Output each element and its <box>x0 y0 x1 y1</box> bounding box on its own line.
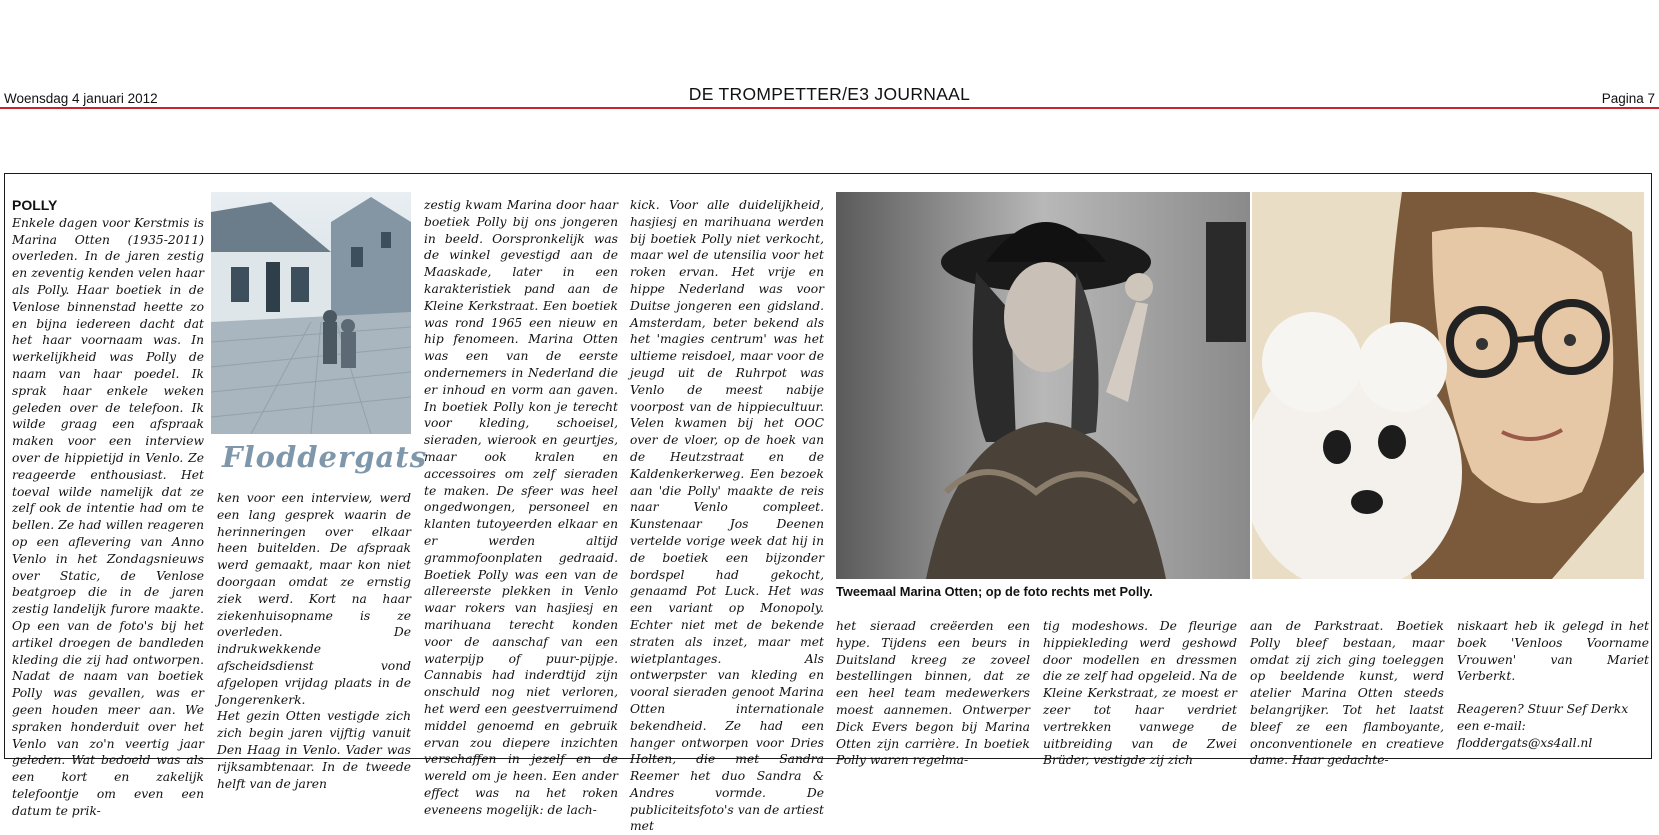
article-column-7 <box>1250 618 1444 769</box>
photo-marina-hat <box>836 192 1250 579</box>
article-headline: POLLY <box>12 197 58 213</box>
column-8-contact: Reageren? Stuur Sef Derkx een e-mail: floddergats@xs4all.nl <box>1457 702 1629 750</box>
article-column-2 <box>217 490 411 792</box>
photo-caption: Tweemaal Marina Otten; op de foto rechts met Polly. <box>836 584 1153 599</box>
column-2-text: ken voor een interview, werd een lang gesprek waarin de herinneringen over elkaar heen buitelden. De afspraak werd gemaakt, maar kon niet doorgaan omdat ze ernstig ziek werd. Kort na haar ziekenhuisopname is ze overleden. De indrukwekkende afscheidsdienst vond afgelopen vrijdag plaats in de Jongerenkerk. <box>217 491 411 707</box>
page-number: Pagina 7 <box>1601 91 1655 106</box>
header-date: Woensdag 4 januari 2012 <box>4 91 158 106</box>
column-1-text: Enkele dagen voor Kerstmis is Marina Otten (1935-2011) overleden. In de jaren zestig en zeventig kenden velen haar als Polly. Haar boetiek in de Venlose binnenstad heette zo en bijna iedereen dacht dat het haar voornaam was. In werkelijkheid was Polly de naam van haar poedel. Ik sprak haar enkele weken geleden over de telefoon. Ik wilde graag een afspraak maken voor een interview over de hippietijd in Venlo. Ze reageerde enthousiast. Het toeval wilde namelijk dat ze zelf ook de intentie had om te bellen. Ze had willen reageren op een aflevering van Anno Venlo in het Zondagsnieuws over Static, de Venlose beatgroep die in de jaren zestig landelijk furore maakte. Op een van de foto's bij het artikel droegen de bandleden kleding die zij had ontworpen. Nadat de naam van boetiek Polly was gevallen, was er geen houden meer aan. We spraken honderduit over het Venlo van zo'n veertig jaar geleden. Wat bedoeld was als een kort en zakelijk telefoontje om even een datum te prik- <box>12 215 204 818</box>
column-8-text: niskaart heb ik gelegd in het boek 'Venloos Voorname Vrouwen' van Mariet Verberkt. <box>1457 619 1649 684</box>
column-2-text-b: Het gezin Otten vestigde zich zich begin jaren vijftig vanuit Den Haag in Venlo. Vader was rijksambtenaar. In de tweede helft van de jaren <box>217 709 411 791</box>
article-column-4 <box>630 197 824 835</box>
street-photo <box>211 192 411 434</box>
column-7-text: aan de Parkstraat. Boetiek Polly bleef bestaan, maar omdat zij zich ging toeleggen op beeldende kunst, werd atelier Marina Otten steeds belangrijker. Tot het laatst bleef ze een flamboyante, onconventionele en creatieve dame. Haar gedachte- <box>1250 619 1444 768</box>
article-column-5 <box>836 618 1030 769</box>
article-column-8 <box>1457 618 1649 752</box>
column-3-text: zestig kwam Marina door haar boetiek Polly bij ons jongeren in beeld. Oorspronkelijk was de winkel gevestigd aan de Maaskade, later in een karakteristiek pand aan de Kleine Kerkstraat. Een boetiek was rond 1965 een nieuw en hip fenomeen. Marina Otten was een van de eerste ondernemers in Nederland die er inhoud en vorm aan gaven. In boetiek Polly kon je terecht voor kleding, schoeisel, sieraden, wierook en geurtjes, maar ook kralen en accessoires om zelf sieraden te maken. De sfeer was heel ongedwongen, personeel en klanten tutoyeerden elkaar en er werden altijd grammofoonplaten gedraaid. Boetiek Polly was een van de allereerste plekken in Venlo waar rokers van hasjiesj en marihuana terecht konden voor de aanschaf van een waterpijp of puur-pijpje. Cannabis had inderdtijd zijn onschuld nog niet verloren, het werd een geestverruimend middel genoemd en gebruik ervan zou diepere inzichten verschaffen in jezelf en de wereld om je heen. Een ander effect was na het roken eveneens mogelijk: de lach- <box>424 198 618 817</box>
photo-marina-poodle <box>1252 192 1644 579</box>
newspaper-title: DE TROMPETTER/E3 JOURNAAL <box>688 84 971 104</box>
column-4-text: kick. Voor alle duidelijkheid, hasjiesj en marihuana werden bij boetiek Polly niet verkocht, maar wel de utensilia voor het roken ervan. Het vrije en hippe Nederland was voor Duitse jongeren een gidsland. Amsterdam, beter bekend als het 'magies centrum' was het ultieme reisdoel, maar voor de jeugd uit de Ruhrpot was Venlo de meest nabije voorpost van de hippiecultuur. Velen kwamen bij het OOC over de vloer, op de hoek van de Heutzstraat en de Kaldenkerkerweg. Een bezoek aan 'die Polly' maakte de reis naar Venlo compleet. Kunstenaar Jos Deenen vertelde vorige week dat hij in de boetiek een bijzonder bordspel had gekocht, genaamd Pot Luck. Het was een variant op Monopoly. Echter niet met de bekende straten als inzet, maar met wietplantages. Als ontwerpster van kleding en vooral sieraden genoot Marina Otten internationale bekendheid. Ze had een hanger ontworpen voor Dries Holten, die met Sandra Reemer het duo Sandra & Andres vormde. De publiciteitsfoto's van de artiest met <box>630 198 824 834</box>
street-photo-graphic <box>211 192 411 434</box>
page-header <box>0 80 1659 110</box>
header-rule <box>0 107 1659 109</box>
article-column-6 <box>1043 618 1237 769</box>
article-column-3 <box>424 197 618 818</box>
article-column-1 <box>12 197 204 819</box>
column-6-text: tig modeshows. De fleurige hippiekleding werd geshowd door modellen en dressmen die ze zelf had opgeleid. Na de Kleine Kerkstraat, ze moest er zeer tot haar verdriet vertrekken vanwege de uitbreiding van de Zwei Brüder, vestigde zij zich <box>1043 619 1237 768</box>
floddergats-logo: Floddergats <box>222 440 428 474</box>
photo-marina-hat-graphic <box>836 192 1250 579</box>
column-5-text: het sieraad creëerden een hype. Tijdens een beurs in Duitsland kreeg ze zoveel bestellingen binnen, dat ze een heel team medewerkers moest aannemen. Ontwerper Dick Evers begon bij Marina Otten zijn carrière. In boetiek Polly waren regelma- <box>836 619 1030 768</box>
photo-marina-poodle-graphic <box>1252 192 1644 579</box>
